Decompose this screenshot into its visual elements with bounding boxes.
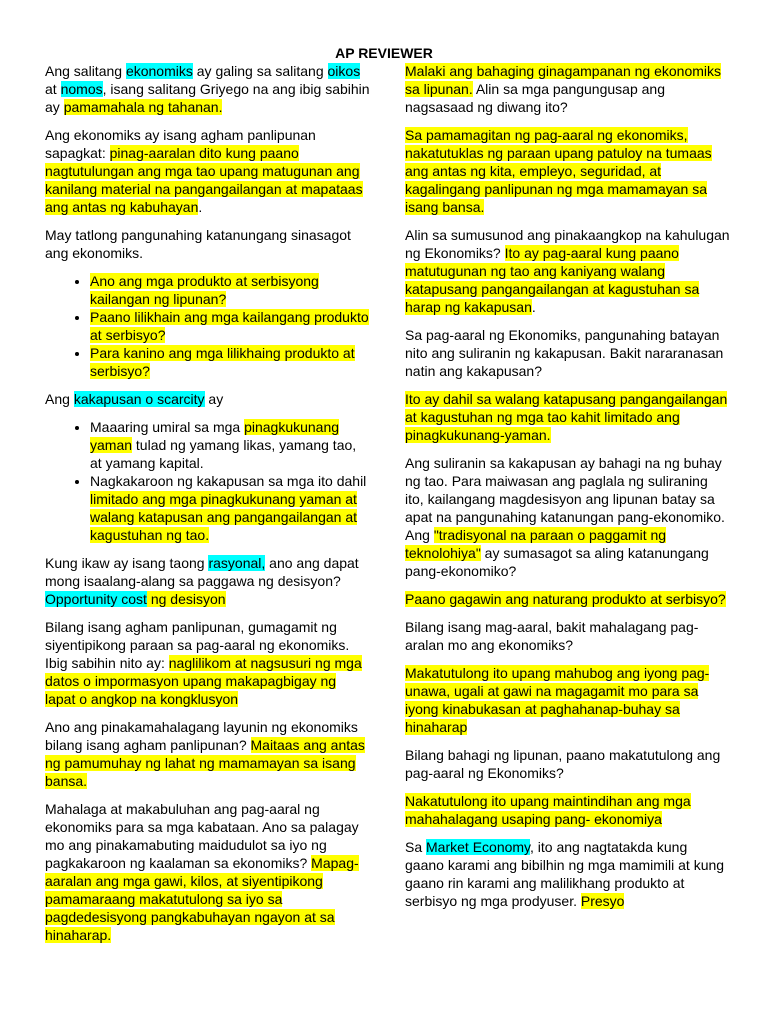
document-title: AP REVIEWER <box>335 45 433 61</box>
list-item <box>90 272 370 308</box>
paragraph <box>405 590 730 608</box>
paragraph <box>405 390 730 444</box>
highlighted-text: Ano ang mga produkto at serbisyong kailangan ng lipunan? <box>90 273 319 307</box>
highlighted-text: pinagkukunang yaman <box>90 419 340 453</box>
key-term: nomos <box>60 81 103 97</box>
text-run: ano ang dapat mong isaalang-alang sa paggawa ng desisyon? <box>45 555 359 589</box>
highlighted-text: pamamahala ng tahanan. <box>63 99 223 115</box>
text-run: Nagkakaroon ng kakapusan sa mga ito dahil <box>90 473 367 489</box>
highlighted-text: Malaki ang bahaging ginagampanan ng ekonomiks sa lipunan. <box>405 63 721 97</box>
text-run: ay galing sa salitang <box>192 63 328 79</box>
key-term: oikos <box>327 63 361 79</box>
text-run: Kung ikaw ay isang taong <box>45 555 209 571</box>
text-run: Bilang isang mag-aaral, bakit mahalagang pag-aralan mo ang ekonomiks? <box>405 619 699 653</box>
paragraph <box>45 718 370 790</box>
text-run: , ito ang nagtatakda kung gaano karami ang bibilhin ng mga mamimili at kung gaano rin karami ang malilikhang produkto at serbisyo ng mga prodyuser. <box>405 839 725 909</box>
paragraph <box>405 326 730 380</box>
text-run: Maaaring umiral sa mga <box>90 419 245 435</box>
key-term: Market Economy <box>426 839 531 855</box>
text-run: Alin sa sumusunod ang pinakaangkop na kahulugan ng Ekonomiks? <box>405 227 730 261</box>
text-run: Bilang bahagi ng lipunan, paano makatutulong ang pag-aaral ng Ekonomiks? <box>405 747 721 781</box>
paragraph <box>405 746 730 782</box>
text-run: Ang salitang <box>45 63 126 79</box>
highlighted-text: Paano lilikhain ang mga kailangang produkto at serbisyo? <box>90 309 369 343</box>
paragraph <box>405 792 730 828</box>
paragraph <box>45 390 370 408</box>
paragraph <box>405 62 730 116</box>
highlighted-text: limitado ang mga pinagkukunang yaman at walang katapusan ang pangangailangan at kagustuhan ng tao. <box>90 491 358 543</box>
text-run: . <box>531 299 536 315</box>
highlighted-text: Mapag-aaralan ang mga gawi, kilos, at siyentipikong pamamaraang makatutulong sa iyo sa pagdedesisyong pangkabuhayan ngayon at sa hinaharap. <box>45 855 359 943</box>
right-column <box>405 62 730 920</box>
text-run: Sa <box>405 839 427 855</box>
highlighted-text: Nakatutulong ito upang maintindihan ang mga mahahalagang usaping pang- ekonomiya <box>405 793 691 827</box>
left-column <box>45 62 370 954</box>
key-term: ekonomiks <box>125 63 193 79</box>
highlighted-text: Presyo <box>580 893 625 909</box>
paragraph <box>405 126 730 216</box>
text-run: Ang suliranin sa kakapusan ay bahagi na ng buhay ng tao. Para maiwasan ang paglala ng suliraning ito, kailangang magdesisyon ang lipunan batay sa apat na pangunahing katanungan pang-ekonomiko. Ang <box>405 455 725 543</box>
paragraph <box>45 126 370 216</box>
highlighted-text: Maitaas ang antas ng pamumuhay ng lahat ng mamamayan sa isang bansa. <box>45 737 365 789</box>
highlighted-text: Para kanino ang mga lilikhaing produkto at serbisyo? <box>90 345 355 379</box>
highlighted-text: naglilikom at nagsusuri ng mga datos o impormasyon upang makapagbigay ng lapat o angkop na kongklusyon <box>45 655 362 707</box>
highlighted-text: ng desisyon <box>146 591 226 607</box>
text-run: Alin sa mga pangungusap ang nagsasaad ng diwang ito? <box>405 81 665 115</box>
paragraph <box>405 226 730 316</box>
list-item <box>90 472 370 544</box>
text-run: Ang <box>45 391 74 407</box>
text-run: Sa pag-aaral ng Ekonomiks, pangunahing batayan nito ang suliranin ng kakapusan. Bakit nararanasan natin ang kakapusan? <box>405 327 724 379</box>
text-run: . <box>198 199 203 215</box>
text-run: May tatlong pangunahing katanungang sinasagot ang ekonomiks. <box>45 227 351 261</box>
paragraph <box>405 618 730 654</box>
text-run: , isang salitang Griyego na ang ibig sabihin ay <box>45 81 370 115</box>
key-term: kakapusan o scarcity <box>73 391 205 407</box>
text-run: ay <box>204 391 224 407</box>
key-term: Opportunity cost <box>45 591 147 607</box>
list-item <box>90 418 370 472</box>
paragraph <box>45 618 370 708</box>
text-run: at <box>45 81 61 97</box>
key-term: rasyonal, <box>208 555 266 571</box>
highlighted-text: pinag-aaralan dito kung paano nagtutulungan ang mga tao upang matugunan ang kanilang material na pangangailangan at mapataas ang antas ng kabuhayan <box>45 145 363 215</box>
text-run: ay sumasagot sa aling katanungang pang-ekonomiko? <box>405 545 709 579</box>
list-item <box>90 308 370 344</box>
paragraph <box>45 554 370 608</box>
paragraph <box>405 838 730 910</box>
text-run: Ano ang pinakamahalagang layunin ng ekonomiks bilang isang agham panlipunan? <box>45 719 358 753</box>
highlighted-text: Ito ay dahil sa walang katapusang pangangailangan at kagustuhan ng mga tao kahit limitado ang pinagkukunang-yaman. <box>405 391 728 443</box>
text-run: Ang ekonomiks ay isang agham panlipunan sapagkat: <box>45 127 316 161</box>
highlighted-text: Sa pamamagitan ng pag-aaral ng ekonomiks, nakatutuklas ng paraan upang patuloy na tumaas ang antas ng kita, empleyo, seguridad, at kagalingang panlipunan ng mga mamamayan sa isang bansa. <box>405 127 712 215</box>
highlighted-text: Paano gagawin ang naturang produkto at serbisyo? <box>405 591 726 607</box>
paragraph <box>405 664 730 736</box>
paragraph <box>45 226 370 262</box>
highlighted-text: "tradisyonal na paraan o paggamit ng teknolohiya" <box>405 527 667 561</box>
list-item <box>90 344 370 380</box>
text-run: tulad ng yamang likas, yamang tao, at yamang kapital. <box>90 437 357 471</box>
highlighted-text: Ito ay pag-aaral kung paano matutugunan ng tao ang kaniyang walang katapusang pangangailangan at kagustuhan sa harap ng kakapusan <box>405 245 700 315</box>
paragraph <box>405 454 730 580</box>
bullet-list <box>45 418 370 544</box>
highlighted-text: Makatutulong ito upang mahubog ang iyong pag-unawa, ugali at gawi na magagamit mo para sa iyong kinabukasan at paghahanap-buhay sa hinaharap <box>405 665 710 735</box>
paragraph <box>45 62 370 116</box>
paragraph <box>45 800 370 944</box>
text-run: Mahalaga at makabuluhan ang pag-aaral ng ekonomiks para sa mga kabataan. Ano sa palagay mo ang pinakamabuting maidudulot sa iyo ng pagkakaroon ng kaalaman sa ekonomiks? <box>45 801 359 871</box>
bullet-list <box>45 272 370 380</box>
text-run: Bilang isang agham panlipunan, gumagamit ng siyentipikong paraan sa pag-aaral ng ekonomiks. Ibig sabihin nito ay: <box>45 619 350 671</box>
